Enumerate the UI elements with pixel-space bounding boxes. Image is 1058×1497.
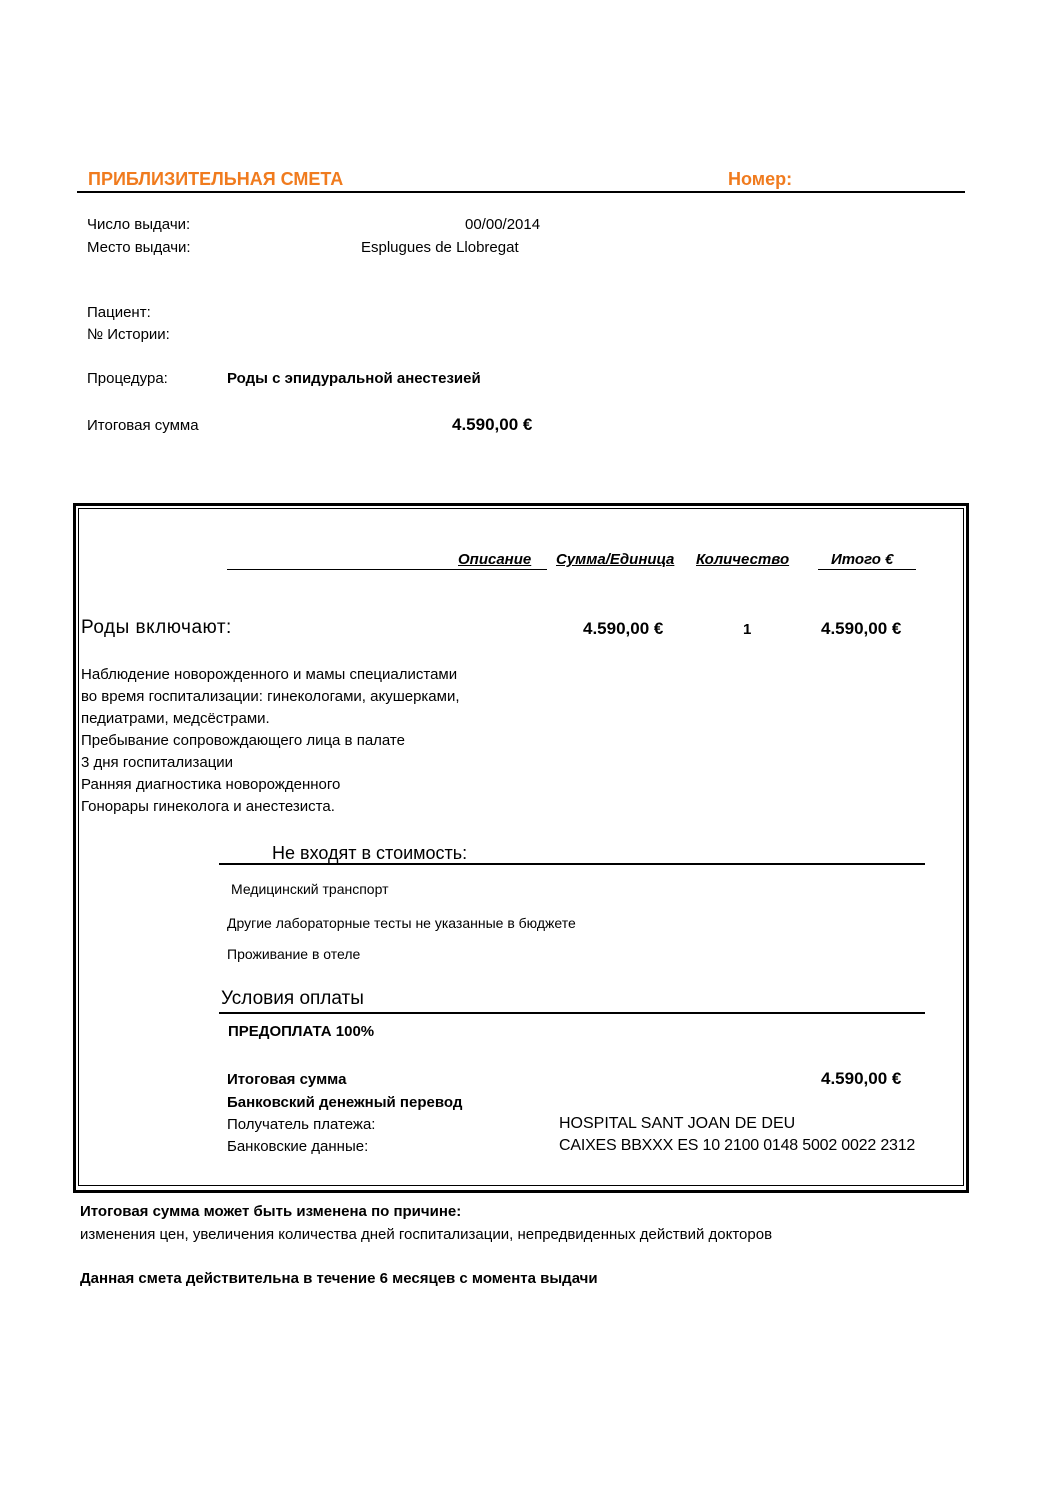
column-rule-description [227, 569, 547, 570]
validity-note: Данная смета действительна в течение 6 месяцев с момента выдачи [80, 1270, 598, 1287]
payment-total-label: Итоговая сумма [227, 1071, 347, 1088]
history-label: № Истории: [87, 326, 170, 343]
item-unit-price: 4.590,00 € [583, 619, 664, 638]
payment-heading: Условия оплаты [221, 988, 364, 1009]
bank-details-value: CAIXES BBXXX ES 10 2100 0148 5002 0022 2312 [559, 1137, 916, 1154]
prepayment-label: ПРЕДОПЛАТА 100% [228, 1023, 375, 1040]
payment-total-value: 4.590,00 € [821, 1069, 902, 1088]
procedure-value: Роды с эпидуральной анестезией [227, 370, 481, 387]
includes-line: Пребывание сопровождающего лица в палате [81, 732, 405, 749]
header-divider [77, 191, 965, 193]
includes-line: во время госпитализации: гинекологами, акушерками, [81, 688, 460, 705]
payment-divider [219, 1012, 925, 1014]
column-rule-total [818, 569, 916, 570]
column-header-quantity: Количество [696, 551, 790, 568]
item-quantity: 1 [743, 621, 752, 638]
recipient-label: Получатель платежа: [227, 1116, 376, 1133]
excluded-divider [219, 863, 925, 865]
includes-line: 3 дня госпитализации [81, 754, 234, 771]
transfer-label: Банковский денежный перевод [227, 1094, 463, 1111]
issue-place-value: Esplugues de Llobregat [361, 239, 519, 256]
issue-place-label: Место выдачи: [87, 239, 191, 256]
bank-details-label: Банковские данные: [227, 1138, 369, 1155]
includes-line: Наблюдение новорожденного и мамы специалистами [81, 666, 458, 683]
excluded-item: Медицинский транспорт [231, 881, 389, 897]
issue-date-value: 00/00/2014 [465, 216, 541, 233]
includes-line: Гонорары гинеколога и анестезиста. [81, 798, 335, 815]
excluded-item: Другие лабораторные тесты не указанные в бюджете [227, 915, 576, 931]
includes-line: Ранняя диагностика новорожденного [81, 776, 341, 793]
excluded-item: Проживание в отеле [227, 946, 361, 962]
excluded-heading: Не входят в стоимость: [272, 843, 468, 863]
item-total: 4.590,00 € [821, 619, 902, 638]
issue-date-label: Число выдачи: [87, 216, 191, 233]
patient-label: Пациент: [87, 304, 151, 321]
item-title: Роды включают: [81, 617, 232, 638]
includes-line: педиатрами, медсёстрами. [81, 710, 270, 727]
total-summary-value: 4.590,00 € [452, 415, 533, 434]
column-header-description: Описание [458, 551, 532, 568]
column-header-total: Итого € [831, 551, 894, 568]
change-reasons: изменения цен, увеличения количества дней госпитализации, непредвиденных действий докторов [80, 1226, 773, 1243]
includes-list [81, 664, 460, 818]
change-heading: Итоговая сумма может быть изменена по причине: [80, 1203, 462, 1220]
procedure-label: Процедура: [87, 370, 168, 387]
total-summary-label: Итоговая сумма [87, 417, 199, 434]
column-header-unit-price: Сумма/Единица [556, 551, 675, 568]
document-title: ПРИБЛИЗИТЕЛЬНАЯ СМЕТА [88, 169, 344, 189]
recipient-value: HOSPITAL SANT JOAN DE DEU [559, 1115, 796, 1132]
number-label: Номер: [728, 169, 793, 189]
